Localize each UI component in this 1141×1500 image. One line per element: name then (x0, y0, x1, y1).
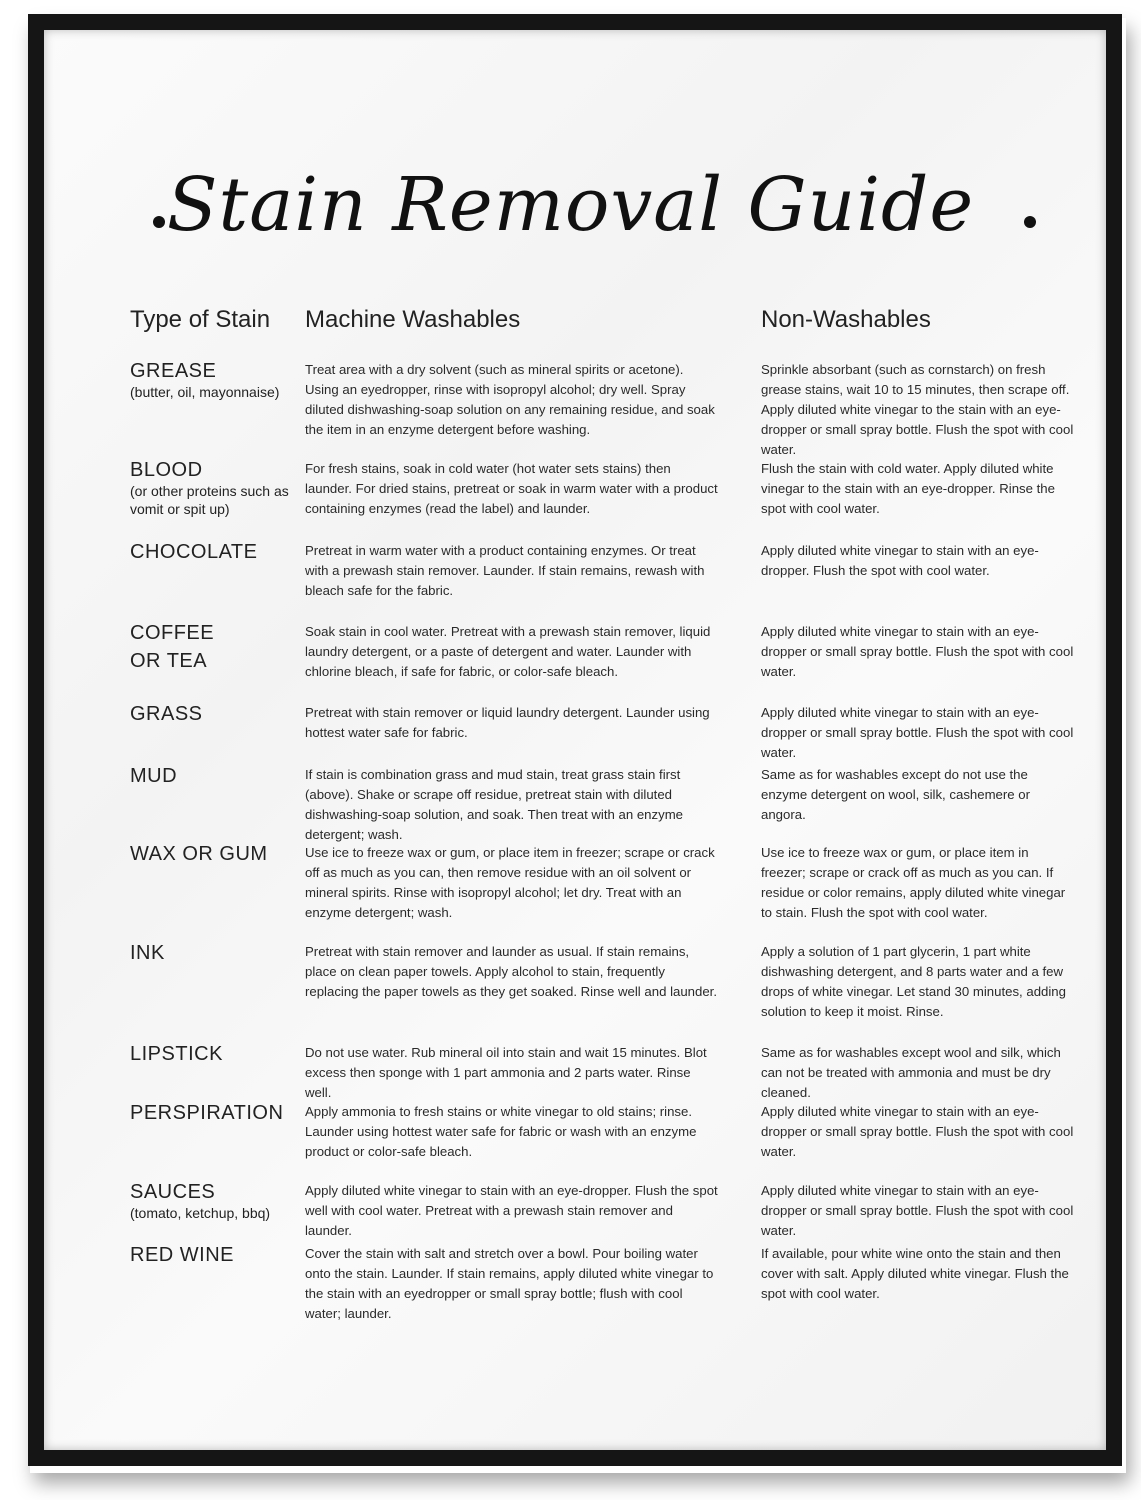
stain-name: RED WINE (130, 1244, 234, 1266)
machine-washable-instructions: Treat area with a dry solvent (such as mineral spirits or acetone). Using an eyedropper, rinse with isopropyl alcohol; dry well. Spray diluted dishwashing-soap solution on any remaining residue, and soak the item in an enzyme detergent before washing. (305, 362, 715, 437)
non-washable-instructions: Same as for washables except do not use the enzyme detergent on wool, silk, cashemere or angora. (761, 767, 1031, 822)
machine-washable-instructions: Soak stain in cool water. Pretreat with a prewash stain remover, liquid laundry detergent, or a paste of detergent and water. Launder with chlorine bleach, if safe for fabric, or color-safe bleach. (305, 624, 711, 679)
machine-washable-instructions: Pretreat with stain remover and launder as usual. If stain remains, place on clean paper towels. Apply alcohol to stain, frequently replacing the paper towels as they get soaked. Rinse well and launder. (305, 944, 717, 999)
header-machine-washables: Machine Washables (305, 306, 521, 333)
stain-name: CHOCOLATE (130, 541, 258, 563)
stain-type (130, 357, 300, 401)
stain-type (130, 538, 300, 566)
stain-type (130, 700, 300, 728)
non-washable-instructions: Sprinkle absorbant (such as cornstarch) on fresh grease stains, wait 10 to 15 minutes, then scrape off. Apply diluted white vinegar to the stain with an eye-dropper or small spray bottle. Flush the spot with cool water. (761, 362, 1074, 457)
non-washable-instructions: Use ice to freeze wax or gum, or place item in freezer; scrape or crack off as much as you can. If residue or color remains, apply diluted white vinegar to stain. Flush the spot with cool water. (761, 845, 1066, 920)
title-row (0, 150, 1141, 270)
machine-washable-instructions: Do not use water. Rub mineral oil into stain and wait 15 minutes. Blot excess then sponge with 1 part ammonia and 2 parts water. Rinse well. (305, 1045, 707, 1100)
stain-name: PERSPIRATION (130, 1102, 284, 1124)
header-type-of-stain: Type of Stain (130, 306, 271, 333)
stain-type (130, 1099, 300, 1127)
stain-name: INK (130, 942, 165, 964)
non-washable-instructions: Same as for washables except wool and silk, which can not be treated with ammonia and must be dry cleaned. (761, 1045, 1061, 1100)
stain-name: WAX OR GUM (130, 843, 268, 865)
stain-type (130, 619, 300, 675)
stain-name: GREASE (130, 360, 217, 382)
non-washable-instructions: Apply a solution of 1 part glycerin, 1 part white dishwashing detergent, and 8 parts water and a few drops of white vinegar. Let stand 30 minutes, adding solution to keep it moist. Rinse. (761, 944, 1066, 1019)
stain-type (130, 456, 300, 518)
machine-washable-instructions: Apply ammonia to fresh stains or white vinegar to old stains; rinse. Launder using hottest water safe for fabric or wash with an enzyme product or color-safe bleach. (305, 1104, 697, 1159)
non-washable-instructions: Apply diluted white vinegar to stain with an eye-dropper or small spray bottle. Flush the spot with cool water. (761, 1104, 1074, 1159)
machine-washable-instructions: Apply diluted white vinegar to stain with an eye-dropper. Flush the spot well with cool water. Pretreat with a prewash stain remover and launder. (305, 1183, 718, 1238)
machine-washable-instructions: Pretreat with stain remover or liquid laundry detergent. Launder using hottest water safe for fabric. (305, 705, 710, 740)
non-washable-instructions: Flush the stain with cold water. Apply diluted white vinegar to the stain with an eye-dropper. Rinse the spot with cool water. (761, 461, 1055, 516)
stain-type (130, 1040, 300, 1068)
non-washable-instructions: Apply diluted white vinegar to stain with an eye-dropper or small spray bottle. Flush the spot with cool water. (761, 624, 1074, 679)
stain-name: MUD (130, 765, 178, 787)
non-washable-instructions: If available, pour white wine onto the stain and then cover with salt. Apply diluted white vinegar. Flush the spot with cool water. (761, 1246, 1069, 1301)
stain-name: GRASS (130, 703, 203, 725)
stain-type (130, 939, 300, 967)
stain-name: SAUCES (130, 1181, 216, 1203)
page-title: Stain Removal Guide (166, 162, 975, 248)
stain-name: LIPSTICK (130, 1043, 223, 1065)
stain-name: BLOOD (130, 459, 203, 481)
stain-type (130, 840, 300, 868)
machine-washable-instructions: For fresh stains, soak in cold water (hot water sets stains) then launder. For dried stains, pretreat or soak in warm water with a product containing enzymes (read the label) and launder. (305, 461, 718, 516)
non-washable-instructions: Apply diluted white vinegar to stain with an eye-dropper. Flush the spot with cool water. (761, 543, 1039, 578)
header-non-washables: Non-Washables (761, 306, 931, 333)
machine-washable-instructions: Cover the stain with salt and stretch over a bowl. Pour boiling water onto the stain. Launder. If stain remains, apply diluted white vinegar to the stain with an eyedropper or small spray bottle; flush with cool water; launder. (305, 1246, 714, 1321)
stain-examples: (butter, oil, mayonnaise) (130, 384, 280, 400)
stain-name: COFFEE OR TEA (130, 622, 215, 672)
machine-washable-instructions: Pretreat in warm water with a product containing enzymes. Or treat with a prewash stain remover. Launder. If stain remains, rewash with bleach safe for the fabric. (305, 543, 705, 598)
stain-examples: (or other proteins such as vomit or spit up) (130, 483, 289, 517)
machine-washable-instructions: Use ice to freeze wax or gum, or place item in freezer; scrape or crack off as much as you can, then remove residue with an oil solvent or mineral spirits. Rinse with isopropyl alcohol; let dry. Treat with an enzyme detergent; wash. (305, 845, 715, 920)
stain-examples: (tomato, ketchup, bbq) (130, 1205, 271, 1221)
non-washable-instructions: Apply diluted white vinegar to stain with an eye-dropper or small spray bottle. Flush the spot with cool water. (761, 1183, 1074, 1238)
stain-type (130, 1178, 300, 1222)
stain-type (130, 1241, 300, 1269)
bullet-dot-icon (1024, 216, 1036, 228)
stain-type (130, 762, 300, 790)
non-washable-instructions: Apply diluted white vinegar to stain with an eye-dropper or small spray bottle. Flush the spot with cool water. (761, 705, 1074, 760)
machine-washable-instructions: If stain is combination grass and mud stain, treat grass stain first (above). Shake or scrape off residue, pretreat stain with diluted dishwashing-soap solution, and soak. Then treat with an enzyme detergent; wash. (305, 767, 684, 842)
